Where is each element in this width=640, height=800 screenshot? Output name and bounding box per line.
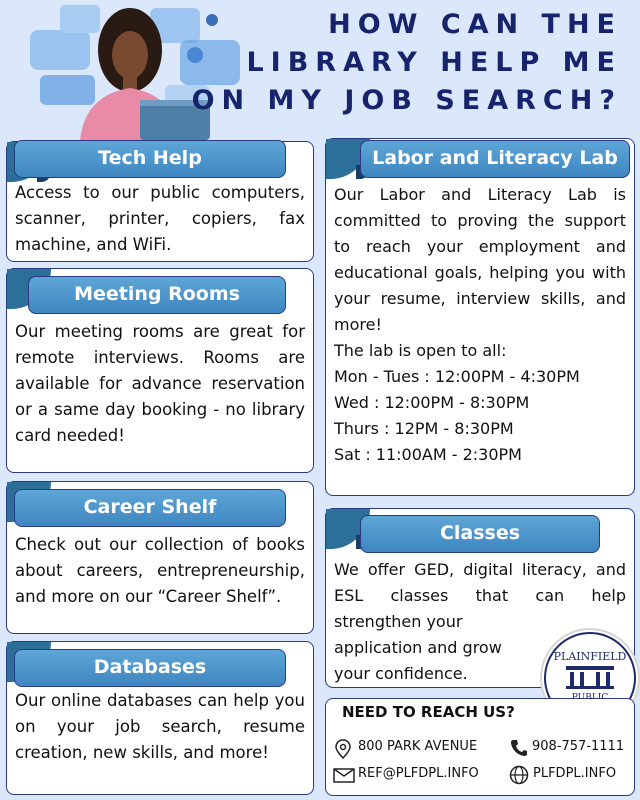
globe-icon	[509, 765, 529, 785]
contact-email: REF@PLFDPL.INFO	[358, 766, 479, 781]
title-line-3: ON MY JOB SEARCH?	[191, 85, 622, 116]
databases-text: Our online databases can help you on your job search, resume creation, new skills, and more!	[15, 691, 305, 762]
tech-help-tab: Tech Help	[14, 140, 286, 178]
lab-hours-sat: Sat : 11:00AM - 2:30PM	[334, 445, 522, 464]
page-title	[182, 6, 622, 120]
lab-hours-thurs: Thurs : 12PM - 8:30PM	[334, 419, 514, 438]
tech-help-text: Access to our public computers, scanner, printer, copiers, fax machine, and WiFi.	[15, 183, 305, 254]
classes-text-1: We offer GED, digital literacy, and ESL classes that can help strengthen your	[334, 560, 626, 631]
career-shelf-tab: Career Shelf	[14, 489, 286, 527]
labor-literacy-tab: Labor and Literacy Lab	[360, 140, 630, 178]
classes-text-2: application and grow	[334, 638, 502, 657]
lab-hours-mon-tues: Mon - Tues : 12:00PM - 4:30PM	[334, 367, 580, 386]
labor-literacy-text: Our Labor and Literacy Lab is committed to proving the support to reach your employment and educational goals, helping you with your resume, interview skills, and more!	[334, 185, 626, 334]
labor-literacy-card	[325, 138, 635, 496]
title-line-1: HOW CAN THE	[328, 9, 622, 40]
location-pin-icon	[334, 739, 352, 759]
classes-text-3: your confidence.	[334, 664, 468, 683]
databases-tab: Databases	[14, 649, 286, 687]
meeting-rooms-text: Our meeting rooms are great for remote interviews. Rooms are available for advance reservation or a same day booking - no library card needed!	[15, 322, 305, 445]
contact-card	[325, 698, 635, 796]
logo-top-text: PLAINFIELD	[553, 650, 627, 663]
contact-phone: 908-757-1111	[532, 739, 625, 754]
title-line-2: LIBRARY HELP ME	[246, 47, 622, 78]
contact-website: PLFDPL.INFO	[533, 766, 617, 781]
lab-hours-wed: Wed : 12:00PM - 8:30PM	[334, 393, 530, 412]
contact-heading: NEED TO REACH US?	[342, 703, 515, 721]
email-icon	[333, 765, 355, 783]
meeting-rooms-tab: Meeting Rooms	[28, 276, 286, 314]
lab-open-note: The lab is open to all:	[334, 341, 507, 360]
contact-address: 800 PARK AVENUE	[358, 739, 478, 754]
career-shelf-text: Check out our collection of books about careers, entrepreneurship, and more on our “Career Shelf”.	[15, 535, 305, 606]
phone-icon	[510, 739, 528, 757]
classes-tab: Classes	[360, 515, 600, 553]
